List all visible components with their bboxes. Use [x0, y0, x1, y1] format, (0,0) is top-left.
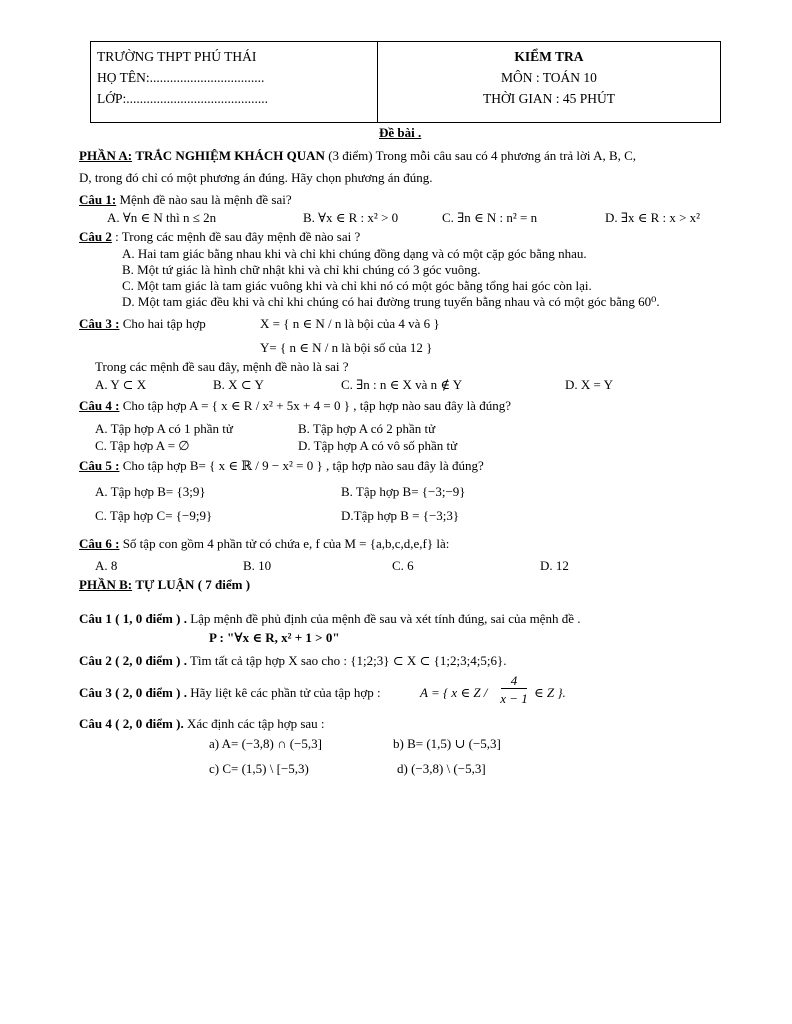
q2-text: : Trong các mệnh đề sau đây mệnh đề nào sai ?: [115, 229, 361, 244]
essay-4-d: d) (−3,8) \ (−5,3]: [397, 761, 486, 776]
q2-option-b: B. Một tứ giác là hình chữ nhật khi và chỉ khi chúng có 3 góc vuông.: [122, 262, 481, 277]
q1-option-c: C. ∃n ∈ N : n² = n: [442, 210, 538, 225]
essay-2-text: Tìm tất cả tập hợp X sao cho : {1;2;3} ⊂ X ⊂ {1;2;3;4;5;6}.: [189, 653, 507, 668]
essay-3: [79, 685, 381, 701]
essay-3-fraction-denominator: x − 1: [500, 691, 528, 706]
q4-option-c: C. Tập hợp A = ∅: [95, 438, 190, 453]
student-name-field: HỌ TÊN:..................................: [97, 70, 265, 85]
essay-1-label: Câu 1 ( 1, 0 điểm ) .: [79, 611, 187, 626]
question-2: [79, 229, 360, 245]
part-a-label: PHẦN A:: [79, 148, 133, 163]
essay-2-label: Câu 2 ( 2, 0 điểm ) .: [79, 653, 187, 668]
school-name: TRƯỜNG THPT PHÚ THÁI: [97, 49, 257, 64]
q1-option-b: B. ∀x ∈ R : x² > 0: [303, 210, 399, 225]
part-a-instruction: Trong mỗi câu sau có 4 phương án trả lời A, B, C,: [375, 148, 637, 163]
q2-option-d: D. Một tam giác đều khi và chỉ khi chúng có hai đường trung tuyến bằng nhau và có một góc bằng 60⁰.: [122, 294, 660, 309]
part-a-title: TRẮC NGHIỆM KHÁCH QUAN: [135, 148, 325, 163]
q5-option-d: D.Tập hợp B = {−3;3}: [341, 508, 460, 523]
q5-text: Cho tập hợp B= { x ∈ ℝ / 9 − x² = 0 } , tập hợp nào sau đây là đúng?: [122, 458, 484, 473]
q6-option-c: C. 6: [392, 558, 414, 573]
essay-4-c: c) C= (1,5) \ [−5,3): [209, 761, 309, 776]
essay-3-text: Hãy liệt kê các phần tử của tập hợp :: [190, 685, 381, 700]
q4-label: Câu 4 :: [79, 398, 120, 413]
student-info: [91, 42, 378, 122]
essay-1: [79, 611, 580, 627]
q5-label: Câu 5 :: [79, 458, 120, 473]
part-b-title: TỰ LUẬN ( 7 điểm ): [135, 577, 251, 592]
q3-set-x: X = { n ∈ N / n là bội của 4 và 6 }: [260, 316, 440, 331]
q4-option-d: D. Tập hợp A có vô số phần tử: [298, 438, 458, 453]
exam-title: KIỂM TRA: [514, 49, 584, 64]
q4-text: Cho tập hợp A = { x ∈ R / x² + 5x + 4 = 0 } , tập hợp nào sau đây là đúng?: [122, 398, 511, 413]
q6-option-a: A. 8: [95, 558, 118, 573]
essay-4: [79, 716, 325, 732]
q4-option-a: A. Tập hợp A có 1 phần tử: [95, 421, 233, 436]
essay-1-proposition: P : "∀x ∈ R, x² + 1 > 0": [209, 630, 340, 645]
essay-4-b: b) B= (1,5) ∪ (−5,3]: [393, 736, 501, 751]
q3-option-c: C. ∃n : n ∈ X và n ∉ Y: [341, 377, 463, 392]
essay-4-label: Câu 4 ( 2, 0 điểm ).: [79, 716, 184, 731]
q3-label: Câu 3 :: [79, 316, 120, 331]
q3-text: Trong các mệnh đề sau đây, mệnh đề nào là sai ?: [95, 359, 349, 374]
q5-option-b: B. Tập hợp B= {−3;−9}: [341, 484, 466, 499]
q3-option-b: B. X ⊂ Y: [213, 377, 264, 392]
q1-option-d: D. ∃x ∈ R : x > x²: [605, 210, 701, 225]
essay-2: [79, 653, 506, 669]
q5-option-c: C. Tập hợp C= {−9;9}: [95, 508, 213, 523]
question-4: [79, 398, 511, 414]
essay-3-fraction-numerator: 4: [501, 674, 527, 689]
q3-set-y: Y= { n ∈ N / n là bội số của 12 }: [260, 340, 433, 355]
part-a-score: (3 điểm): [328, 148, 373, 163]
essay-4-text: Xác định các tập hợp sau :: [186, 716, 325, 731]
q3-option-d: D. X = Y: [565, 377, 614, 392]
essay-1-text: Lập mệnh đề phủ định của mệnh đề sau và xét tính đúng, sai của mệnh đề .: [190, 611, 581, 626]
q3-option-a: A. Y ⊂ X: [95, 377, 147, 392]
q1-label: Câu 1:: [79, 192, 117, 207]
q6-label: Câu 6 :: [79, 536, 120, 551]
part-b-label: PHẦN B:: [79, 577, 133, 592]
q2-option-a: A. Hai tam giác bằng nhau khi và chỉ khi chúng đồng dạng và có một cặp góc bằng nhau.: [122, 246, 587, 261]
essay-4-a: a) A= (−3,8) ∩ (−5,3]: [209, 736, 322, 751]
q3-intro: Cho hai tập hợp: [122, 316, 206, 331]
part-a-line1: [79, 148, 636, 164]
essay-3-label: Câu 3 ( 2, 0 điểm ) .: [79, 685, 187, 700]
q4-option-b: B. Tập hợp A có 2 phần tử: [298, 421, 436, 436]
part-b-heading: [79, 577, 250, 593]
exam-time: THỜI GIAN : 45 PHÚT: [483, 91, 615, 106]
student-class-field: LỚP:..........................................: [97, 91, 269, 106]
q1-text: Mệnh đề nào sau là mệnh đề sai?: [119, 192, 292, 207]
q6-option-d: D. 12: [540, 558, 569, 573]
part-a-instruction-2: D, trong đó chỉ có một phương án đúng. Hãy chọn phương án đúng.: [79, 170, 433, 185]
question-6: [79, 536, 449, 552]
exam-subject: MÔN : TOÁN 10: [501, 70, 597, 85]
q6-text: Số tập con gồm 4 phần tử có chứa e, f của M = {a,b,c,d,e,f} là:: [122, 536, 450, 551]
exam-info: [378, 42, 720, 122]
q5-option-a: A. Tập hợp B= {3;9}: [95, 484, 206, 499]
q1-option-a: A. ∀n ∈ N thì n ≤ 2n: [107, 210, 217, 225]
essay-3-set-left: A = { x ∈ Z /: [420, 685, 488, 700]
question-1: [79, 192, 292, 208]
q2-label: Câu 2: [79, 229, 112, 244]
q6-option-b: B. 10: [243, 558, 272, 573]
q2-option-c: C. Một tam giác là tam giác vuông khi và chỉ khi nó có một góc bằng tổng hai góc còn lại.: [122, 278, 592, 293]
exam-header: [90, 41, 721, 123]
de-bai-heading: Đề bài .: [379, 125, 422, 140]
essay-3-set-right: ∈ Z }.: [534, 685, 566, 700]
question-3: [79, 316, 206, 332]
question-5: [79, 458, 484, 474]
